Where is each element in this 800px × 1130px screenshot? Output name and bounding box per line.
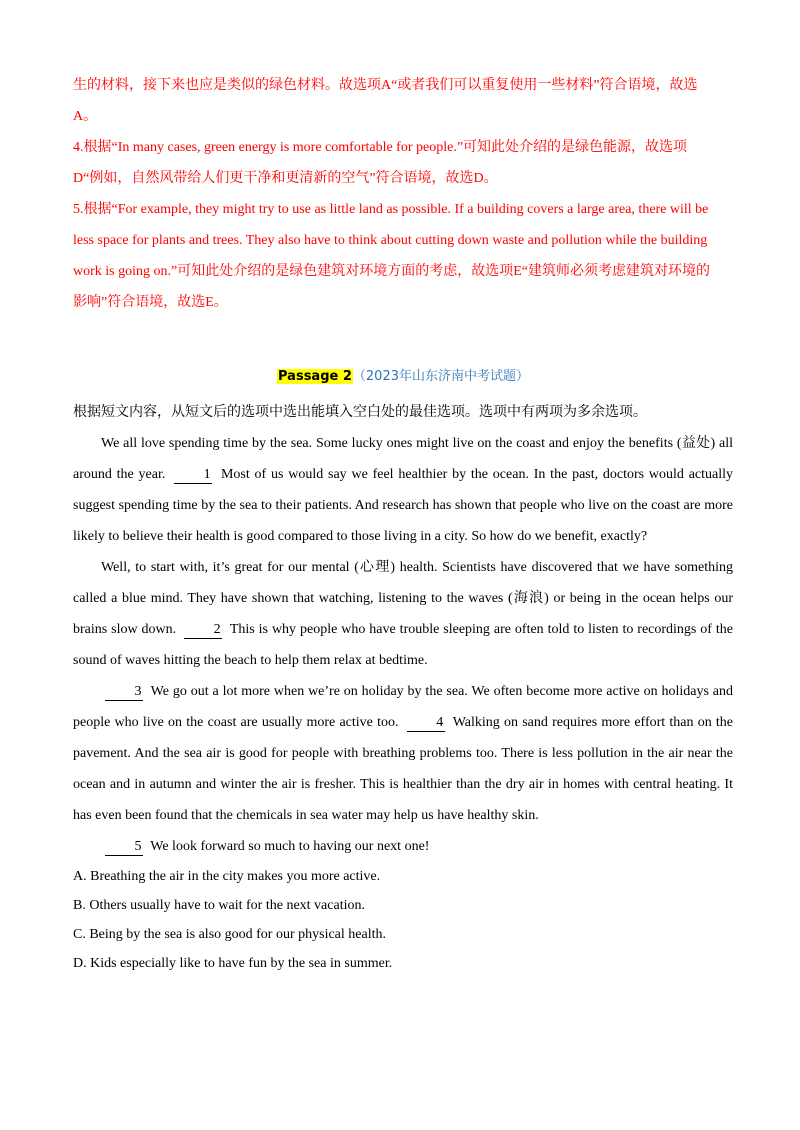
paragraph-1-text-a: We all love spending time by the sea. Some lucky ones might live on the coast and enjoy the benefits (益处) all around the year. xyxy=(73,436,733,482)
blank-3: 3 xyxy=(105,684,143,701)
answer-5-line3: work is going on.”可知此处介绍的是绿色建筑对环境方面的考虑，故选项E“建筑师必须考虑建筑对环境的 xyxy=(73,264,710,279)
option-c: C. Being by the sea is also good for our physical health. xyxy=(73,927,386,942)
paragraph-3-text-a: We go out a lot more when we’re on holiday by the sea. We often become more active on holidays and people who live on the coast are usually more active too. xyxy=(73,684,734,730)
answer-5-line1: 5.根据“For example, they might try to use as little land as possible. If a building covers a large area, there will be xyxy=(73,202,709,217)
paragraph-4-text: We look forward so much to having our next one! xyxy=(150,839,430,854)
passage-source: （2023年山东济南中考试题） xyxy=(352,369,529,384)
paragraph-1 xyxy=(73,428,733,552)
passage-title xyxy=(73,365,733,389)
paragraph-3-text-b: Walking on sand requires more effort than on the pavement. And the sea air is good for people with breathing problems too. There is less pollution in the air near the ocean and in autumn and winter the air is fresher. This is healthier than the dry air in homes with central heating. It has even been found that the chemicals in sea water may help us have healthy skin. xyxy=(73,715,734,823)
paragraph-2-text-b: This is why people who have trouble sleeping are often told to listen to recordings of the sound of waves hitting the beach to help them relax at bedtime. xyxy=(73,622,734,668)
paragraph-3 xyxy=(73,676,733,831)
paragraph-1-text-b: Most of us would say we feel healthier by the ocean. In the past, doctors would actually suggest spending time by the sea to their patients. And research has shown that people who live on the coast are more likely to believe their health is good compared to those living in a city. So how do we benefit, exactly? xyxy=(73,467,734,544)
paragraph-2 xyxy=(73,552,733,676)
blank-5: 5 xyxy=(105,839,143,856)
answer-3-continuation: 生的材料，接下来也应是类似的绿色材料。故选项A“或者我们可以重复使用一些材料”符合语境，故选 xyxy=(73,78,698,93)
answer-explanation xyxy=(73,70,733,318)
passage-label: Passage 2 xyxy=(278,369,352,384)
options-list xyxy=(73,862,733,978)
blank-2: 2 xyxy=(184,622,222,639)
option-d: D. Kids especially like to have fun by the sea in summer. xyxy=(73,956,393,971)
paragraph-2-text-a: Well, to start with, it’s great for our mental (心理) health. Scientists have discovered that we have something called a blue mind. They have shown that watching, listening to the waves (海浪) or being in the ocean helps our brains slow down. xyxy=(73,560,733,637)
answer-5-line2: less space for plants and trees. They also have to think about cutting down waste and pollution while the building xyxy=(73,233,708,248)
blank-1: 1 xyxy=(174,467,212,484)
answer-3-end: A。 xyxy=(73,109,98,124)
option-a: A. Breathing the air in the city makes you more active. xyxy=(73,869,381,884)
answer-4-line2: D“例如，自然风带给人们更干净和更清新的空气”符合语境，故选D。 xyxy=(73,171,498,186)
answer-5-line4: 影响”符合语境，故选E。 xyxy=(73,295,228,310)
answer-4-line1: 4.根据“In many cases, green energy is more comfortable for people.”可知此处介绍的是绿色能源，故选项 xyxy=(73,140,688,155)
passage-body xyxy=(73,428,733,862)
paragraph-4 xyxy=(73,831,733,862)
option-b: B. Others usually have to wait for the next vacation. xyxy=(73,898,365,913)
document-page xyxy=(73,70,733,978)
blank-4: 4 xyxy=(407,715,445,732)
instruction-text: 根据短文内容，从短文后的选项中选出能填入空白处的最佳选项。选项中有两项为多余选项。 xyxy=(73,405,647,420)
